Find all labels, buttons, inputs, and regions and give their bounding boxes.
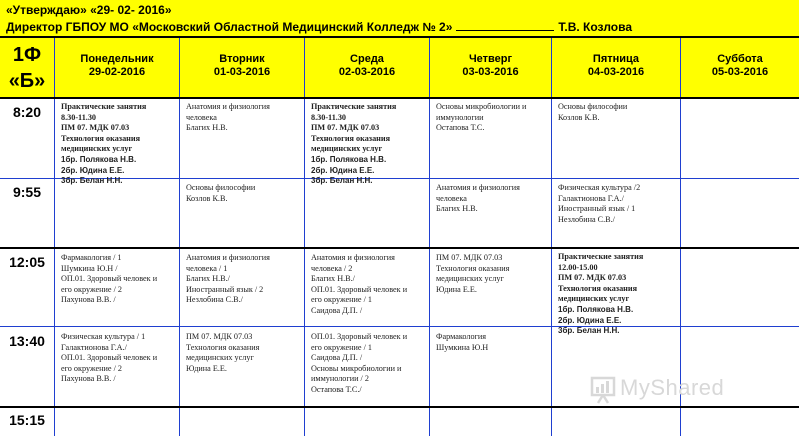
day-name: Среда [350,53,384,65]
cell-line: ПМ 07. МДК 07.03 [311,123,380,133]
cell-line: 1бр. Полякова Н.В. [61,154,137,164]
cell-line: человека [186,112,217,122]
cell-line: Физическая культура / 1 [61,332,146,341]
grid-line [0,247,799,249]
cell-line: Галактионова Г.А./ [558,193,624,203]
day-date: 29-02-2016 [88,66,146,78]
time-slot: 15:15 [9,412,45,428]
lesson-cell-mon-1 [61,102,177,187]
lesson-cell-fri-2 [558,183,678,225]
cell-line: Юдина Е.Е. [186,363,227,373]
day-name: Четверг [468,53,513,65]
cell-line: Юдина Е.Е. [436,284,477,294]
lesson-cell-thu-2 [436,183,550,215]
cell-line: Иностранный язык / 2 [186,284,264,294]
cell-line: ПМ 07. МДК 07.03 [558,273,627,283]
director-line [6,20,632,34]
cell-line: Анатомия и физиология [186,253,270,262]
cell-line: 1бр. Полякова Н.В. [558,304,634,314]
cell-line: Пахунова В.В. / [61,374,116,384]
cell-line: 3бр. Белан Н.Н. [61,176,123,186]
cell-line: Незлобина С.В./ [186,295,243,305]
cell-line: Основы микробиологии и [436,102,527,111]
cell-line: его окружение / 2 [61,363,123,373]
cell-line: Шумкина Ю.Н [436,342,489,352]
cell-line: Основы микробиологии и [311,363,402,373]
cell-line: человека / 2 [311,263,353,273]
cell-line: Фармакология / 1 [61,253,122,262]
lesson-cell-fri-1 [558,102,678,123]
day-header-tue [180,38,304,98]
cell-line: Фармакология [436,332,487,341]
cell-line: Физическая культура /2 [558,183,641,192]
day-date: 05-03-2016 [711,66,769,78]
cell-line: его окружение / 1 [311,342,373,352]
cell-line: ПМ 07. МДК 07.03 [61,123,130,133]
day-date: 01-03-2016 [213,66,271,78]
lesson-cell-thu-4 [436,332,550,353]
cell-line: 12.00-15.00 [558,262,598,272]
cell-line: Технология оказания [61,133,141,143]
cell-line: ПМ 07. МДК 07.03 [186,332,253,341]
day-name: Суббота [717,53,763,65]
lesson-cell-wed-4 [311,332,427,396]
time-slot: 12:05 [9,254,45,270]
lesson-cell-tue-2 [186,183,302,204]
cell-line: Практические занятия [311,102,397,111]
day-date: 03-03-2016 [462,66,519,78]
approval-header [0,0,799,38]
presentation-icon [590,376,616,404]
day-header-sat [681,38,799,98]
cell-line: Остапова Т.С. [436,123,485,133]
watermark-text: MyShared [620,375,725,400]
cell-line: Анатомия и физиология [436,183,520,192]
cell-line: 8.30-11.30 [311,112,347,122]
cell-line: Анатомия и физиология [311,253,395,262]
lesson-cell-fri-3 [558,252,678,337]
lesson-cell-thu-3 [436,253,550,295]
cell-line: Незлобина С.В./ [558,214,615,224]
approval-line: «Утверждаю» «29- 02- 2016» [6,3,172,17]
lesson-cell-thu-1 [436,102,550,134]
cell-line: Практические занятия [558,252,644,261]
cell-line: Благих Н.В. [186,123,228,133]
cell-line: 2бр. Юдина Е.Е. [311,165,375,175]
lesson-cell-wed-1 [311,102,427,187]
cell-line: Саидова Д.П. / [311,305,363,315]
cell-line: Практические занятия [61,102,147,111]
grid-line [0,326,799,327]
grid-line [0,97,799,99]
group-code: 1Ф [12,44,42,66]
group-label [0,38,54,98]
cell-line: Основы философии [558,102,628,111]
signature-line [456,21,554,31]
day-name: Вторник [219,53,265,65]
day-date: 04-03-2016 [587,66,645,78]
cell-line: 3бр. Белан Н.Н. [558,326,620,336]
cell-line: 8.30-11.30 [61,112,97,122]
cell-line: Благих Н.В. [436,204,478,214]
cell-line: 2бр. Юдина Е.Е. [558,315,622,325]
cell-line: 3бр. Белан Н.Н. [311,176,373,186]
day-header-wed [305,38,429,98]
cell-line: Шумкина Ю.Н / [61,263,118,273]
day-name: Понедельник [80,53,154,65]
cell-line: его окружение / 2 [61,284,123,294]
day-header-thu [430,38,551,98]
cell-line: Технология оказания [186,342,260,352]
cell-line: Пахунова В.В. / [61,295,116,305]
director-name: Т.В. Козлова [558,20,633,34]
cell-line: Остапова Т.С./ [311,384,362,394]
cell-line: Основы философии [186,183,256,192]
day-date: 02-03-2016 [338,66,396,78]
lesson-cell-tue-1 [186,102,302,134]
cell-line: ОП.01. Здоровый человек и [311,284,408,294]
day-header-fri [552,38,680,98]
cell-line: Саидова Д.П. / [311,353,363,363]
lesson-cell-mon-3 [61,253,177,306]
director-title: Директор ГБПОУ МО «Московский Областной Медицинский Колледж № 2» [6,20,453,34]
cell-line: его окружение / 1 [311,295,373,305]
group-letter: «Б» [8,70,46,92]
cell-line: Благих Н.В./ [186,274,230,284]
cell-line: ОП.01. Здоровый человек и [61,274,158,284]
cell-line: ОП.01. Здоровый человек и [61,353,158,363]
lesson-cell-wed-3 [311,253,427,317]
watermark [590,372,770,408]
cell-line: Технология оказания [558,283,638,293]
cell-line: 2бр. Юдина Е.Е. [61,165,125,175]
time-slot: 13:40 [9,333,45,349]
cell-line: медицинских услуг [311,144,383,154]
cell-line: Анатомия и физиология [186,102,270,111]
cell-line: человека / 1 [186,263,228,273]
cell-line: Галактионова Г.А./ [61,342,127,352]
cell-line: ПМ 07. МДК 07.03 [436,253,503,262]
cell-line: Технология оказания [436,263,510,273]
lesson-cell-mon-4 [61,332,177,385]
cell-line: Благих Н.В./ [311,274,355,284]
cell-line: медицинских услуг [186,353,254,363]
cell-line: иммунологии / 2 [311,374,369,384]
time-slot: 8:20 [12,104,42,120]
cell-line: Технология оказания [311,133,391,143]
time-slot: 9:55 [12,184,42,200]
cell-line: медицинских услуг [558,294,630,304]
cell-line: медицинских услуг [61,144,133,154]
lesson-cell-tue-4 [186,332,302,374]
cell-line: иммунологии [436,112,484,122]
day-header-mon [55,38,179,98]
cell-line: медицинских услуг [436,274,504,284]
cell-line: ОП.01. Здоровый человек и [311,332,408,341]
day-name: Пятница [592,53,640,65]
cell-line: Козлов К.В. [558,112,600,122]
lesson-cell-tue-3 [186,253,302,306]
cell-line: Иностранный язык / 1 [558,204,636,214]
cell-line: 1бр. Полякова Н.В. [311,154,387,164]
cell-line: человека [436,193,467,203]
cell-line: Козлов К.В. [186,193,228,203]
